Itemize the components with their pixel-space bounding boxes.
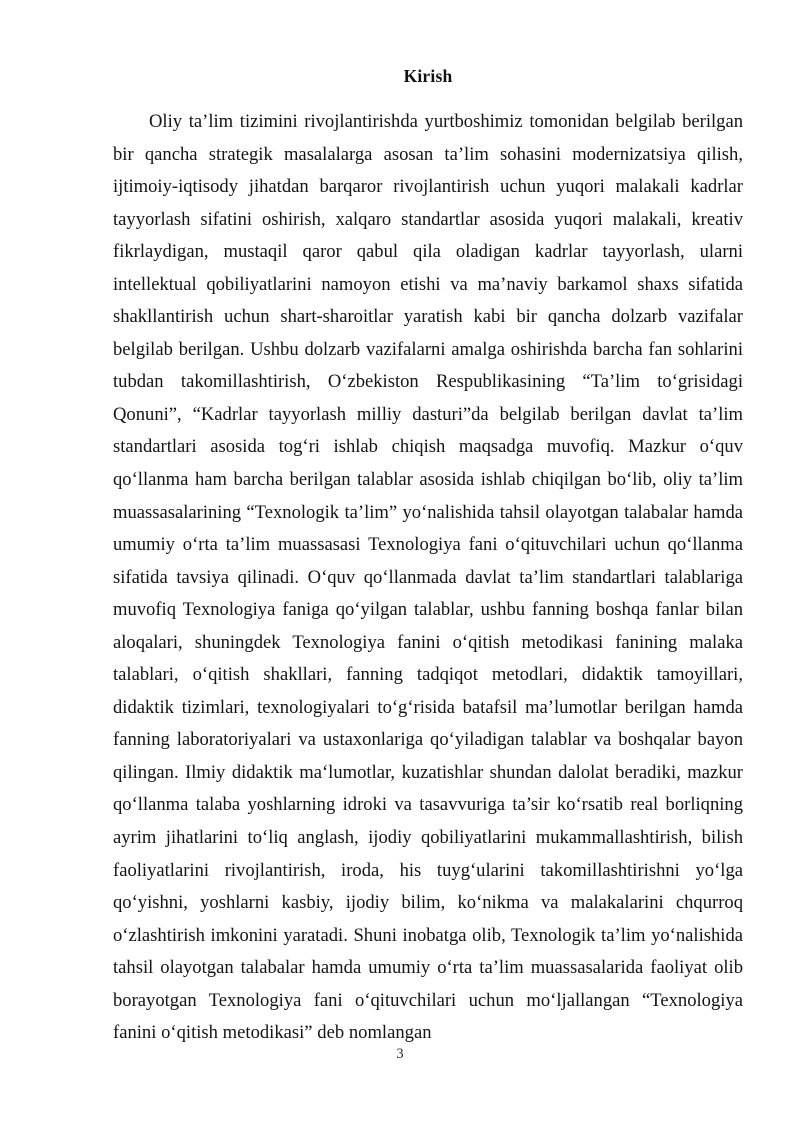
page-number: 3 bbox=[396, 1046, 404, 1062]
page-title: Kirish bbox=[403, 66, 453, 86]
page-content bbox=[113, 66, 743, 1050]
body-paragraph: Oliy ta’lim tizimini rivojlantirishda yurtboshimiz tomonidan belgilab berilgan bir qancha strategik masalalarga asosan ta’lim sohasini modernizatsiya qilish, ijtimoiy-iqtisody jihatdan barqaror rivojlantirish uchun yuqori malakali kadrlar tayyorlash sifatini oshirish, xalqaro standartlar asosida yuqori malakali, kreativ fikrlaydigan, mustaqil qaror qabul qila oladigan kadrlar tayyorlash, ularni intellektual qobiliyatlarini namoyon etishi va ma’naviy barkamol shaxs sifatida shakllantirish uchun shart-sharoitlar yaratish kabi bir qancha dolzarb vazifalar belgilab berilgan. Ushbu dolzarb vazifalarni amalga oshirishda barcha fan sohlarini tubdan takomillashtirish, Oʻzbekiston Respublikasining “Ta’lim toʻgrisidagi Qonuni”, “Kadrlar tayyorlash milliy dasturi”da belgilab berilgan davlat ta’lim standartlari asosida togʻri ishlab chiqish maqsadga muvofiq. Mazkur oʻquv qoʻllanma ham barcha berilgan talablar asosida ishlab chiqilgan boʻlib, oliy ta’lim muassasalarining “Texnologik ta’lim” yoʻnalishida tahsil olayotgan talabalar hamda umumiy oʻrta ta’lim muassasasi Texnologiya fani oʻqituvchilari uchun qoʻllanma sifatida tavsiya qilinadi. Oʻquv qoʻllanmada davlat ta’lim standartlari talablariga muvofiq Texnologiya faniga qoʻyilgan talablar, ushbu fanning boshqa fanlar bilan aloqalari, shuningdek Texnologiya fanini oʻqitish metodikasi fanining malaka talablari, oʻqitish shakllari, fanning tadqiqot metodlari, didaktik tamoyillari, didaktik tizimlari, texnologiyalari toʻgʻrisida batafsil ma’lumotlar berilgan hamda fanning laboratoriyalari va ustaxonlariga qoʻyiladigan talablar va boshqalar bayon qilingan. Ilmiy didaktik maʻlumotlar, kuzatishlar shundan dalolat beradiki, mazkur qoʻllanma talaba yoshlarning idroki va tasavvuriga ta’sir koʻrsatib real borliqning ayrim jihatlarini toʻliq anglash, ijodiy qobiliyatlarini mukammallashtirish, bilish faoliyatlarini rivojlantirish, iroda, his tuygʻularini takomillashtirishni yoʻlga qoʻyishni, yoshlarni kasbiy, ijodiy bilim, koʻnikma va malakalarini chqurroq oʻzlashtirish imkonini yaratadi. Shuni inobatga olib, Texnologik ta’lim yoʻnalishida tahsil olayotgan talabalar hamda umumiy oʻrta ta’lim muassasalarida faoliyat olib borayotgan Texnologiya fani oʻqituvchilari uchun moʻljallangan “Texnologiya fanini oʻqitish metodikasi” deb nomlangan bbox=[113, 111, 743, 1044]
